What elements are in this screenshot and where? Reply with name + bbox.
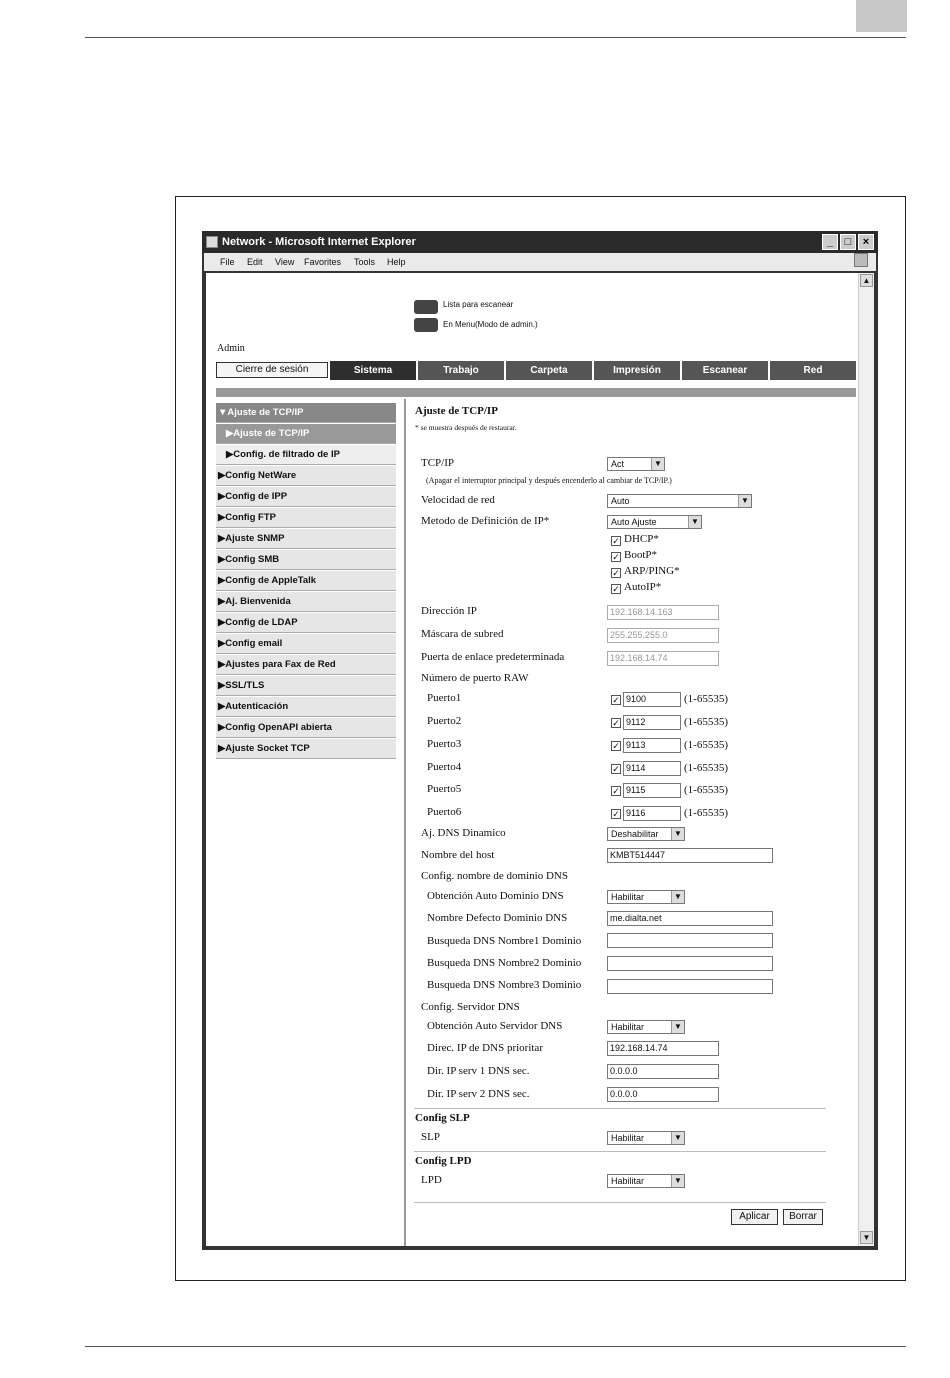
lpd-select[interactable] [607,1174,685,1188]
tab-escanear[interactable]: Escanear [682,361,770,380]
default-domain-field[interactable]: me.dialta.net [607,911,773,926]
menu-edit[interactable]: Edit [247,257,263,267]
section-divider [414,1202,826,1203]
menu-file[interactable]: File [220,257,235,267]
sidebar-divider [404,399,406,1246]
title-bar [202,231,878,253]
sidebar-item-ftp[interactable]: ▶Config FTP [216,508,396,529]
dns-domain-section-label: Config. nombre de dominio DNS [421,870,568,882]
printer-ready-icon [414,300,438,314]
default-domain-label: Nombre Defecto Dominio DNS [427,912,568,924]
page-tab-marker [856,0,907,32]
sidebar-item-openapi[interactable]: ▶Config OpenAPI abierta [216,718,396,739]
port5-field[interactable]: 9115 [623,783,681,798]
sidebar-item-autenticacion[interactable]: ▶Autenticación [216,697,396,718]
tab-red[interactable]: Red [770,361,856,380]
chevron-down-icon: ▼ [738,495,751,507]
tab-sistema[interactable]: Sistema [330,361,418,380]
browser-window [202,231,878,1250]
port1-label: Puerto1 [427,692,462,704]
bootp-checkbox[interactable]: ✓ [612,552,620,562]
sidebar-item-ldap[interactable]: ▶Config de LDAP [216,613,396,634]
sidebar-item-ssl-tls[interactable]: ▶SSL/TLS [216,676,396,697]
logout-button[interactable]: Cierre de sesión [216,362,328,378]
slp-label: SLP [421,1131,440,1143]
lpd-label: LPD [421,1174,442,1186]
tab-trabajo[interactable]: Trabajo [418,361,506,380]
port6-range: (1-65535) [684,807,728,819]
dns-priority-label: Direc. IP de DNS prioritar [427,1042,543,1054]
ddns-label: Aj. DNS Dinamico [421,827,506,839]
ip-address-label: Dirección IP [421,605,477,617]
arp-ping-label: ARP/PING* [624,565,680,577]
sidebar-item-smb[interactable]: ▶Config SMB [216,550,396,571]
ip-method-select[interactable] [607,515,702,529]
ie-icon [206,236,218,248]
header-divider-bar [216,388,856,397]
port5-checkbox[interactable]: ✓ [612,786,620,796]
port2-checkbox[interactable]: ✓ [612,718,620,728]
dns-search3-label: Busqueda DNS Nombre3 Dominio [427,979,582,991]
port1-checkbox[interactable]: ✓ [612,695,620,705]
dns-search1-label: Busqueda DNS Nombre1 Dominio [427,935,582,947]
lpd-section-title: Config LPD [415,1155,472,1167]
section-divider [414,1108,826,1109]
tcpip-select[interactable] [607,457,665,471]
port3-label: Puerto3 [427,738,462,750]
sidebar-item-ipp[interactable]: ▶Config de IPP [216,487,396,508]
gateway-label: Puerta de enlace predeterminada [421,651,565,663]
port6-label: Puerto6 [427,806,462,818]
sidebar-item-snmp[interactable]: ▶Ajuste SNMP [216,529,396,550]
chevron-down-icon: ▼ [651,458,664,470]
sidebar-item-tcpip-group[interactable]: ▼Ajuste de TCP/IP [216,403,396,424]
port4-field[interactable]: 9114 [623,761,681,776]
sidebar-item-netware[interactable]: ▶Config NetWare [216,466,396,487]
sidebar-item-appletalk[interactable]: ▶Config de AppleTalk [216,571,396,592]
slp-select-value: Habilitar [611,1133,645,1143]
sidebar-item-ip-filter[interactable]: ▶Config. de filtrado de IP [216,445,396,466]
windows-logo-icon [854,253,868,267]
port6-checkbox[interactable]: ✓ [612,809,620,819]
slp-select[interactable] [607,1131,685,1145]
speed-select-value: Auto [611,496,630,506]
apply-button[interactable]: Aplicar [731,1209,778,1225]
close-button[interactable]: × [858,234,874,250]
tab-impresion[interactable]: Impresión [594,361,682,380]
port2-field[interactable]: 9112 [623,715,681,730]
sidebar-item-email[interactable]: ▶Config email [216,634,396,655]
maximize-button[interactable]: □ [840,234,856,250]
chevron-down-icon: ▼ [671,1175,684,1187]
subnet-mask-label: Máscara de subred [421,628,504,640]
chevron-down-icon: ▼ [688,516,701,528]
dns-server-section-label: Config. Servidor DNS [421,1001,520,1013]
status-ready: Lista para escanear [443,300,514,309]
page-client-area [206,273,874,1246]
port3-checkbox[interactable]: ✓ [612,741,620,751]
page-top-rule [85,37,906,38]
port4-range: (1-65535) [684,762,728,774]
chevron-down-icon: ▼ [671,828,684,840]
user-label: Admin [217,343,245,354]
dns-search1-field[interactable] [607,933,773,948]
dns-secondary2-field[interactable]: 0.0.0.0 [607,1087,719,1102]
dhcp-checkbox[interactable]: ✓ [612,536,620,546]
menu-help[interactable]: Help [387,257,406,267]
dns-priority-field[interactable]: 192.168.14.74 [607,1041,719,1056]
scroll-down-icon[interactable]: ▼ [860,1231,873,1244]
port5-label: Puerto5 [427,783,462,795]
menu-tools[interactable]: Tools [354,257,376,267]
dns-secondary1-field[interactable]: 0.0.0.0 [607,1064,719,1079]
port3-range: (1-65535) [684,739,728,751]
chevron-down-icon: ▼ [671,1132,684,1144]
bootp-label: BootP* [624,549,658,561]
port1-range: (1-65535) [684,693,728,705]
sidebar-item-fax-red[interactable]: ▶Ajustes para Fax de Red [216,655,396,676]
window-title: Network - Microsoft Internet Explorer [222,236,416,248]
arp-ping-checkbox[interactable]: ✓ [612,568,620,578]
port4-checkbox[interactable]: ✓ [612,764,620,774]
scroll-up-icon[interactable]: ▲ [860,274,873,287]
port1-field[interactable]: 9100 [623,692,681,707]
tcpip-note: (Apagar el interruptor principal y después encenderlo al cambiar de TCP/IP.) [426,476,672,485]
dns-search3-field[interactable] [607,979,773,994]
chevron-down-icon: ▼ [671,1021,684,1033]
auto-server-select[interactable] [607,1020,685,1034]
port5-range: (1-65535) [684,784,728,796]
sidebar [216,403,396,760]
vertical-scrollbar[interactable] [858,273,874,1246]
ddns-select[interactable] [607,827,685,841]
page-bottom-rule [85,1346,906,1347]
menu-favorites[interactable]: Favorites [304,257,342,267]
hostname-label: Nombre del host [421,849,495,861]
dns-secondary2-label: Dir. IP serv 2 DNS sec. [427,1088,530,1100]
autoip-checkbox[interactable]: ✓ [612,584,620,594]
dns-secondary1-label: Dir. IP serv 1 DNS sec. [427,1065,530,1077]
dhcp-label: DHCP* [624,533,659,545]
page-title: Ajuste de TCP/IP [415,405,498,417]
ddns-select-value: Deshabilitar [611,829,659,839]
tcpip-label: TCP/IP [421,457,455,469]
subnet-mask-field[interactable]: 255.255.255.0 [607,628,719,643]
ip-method-label: Metodo de Definición de IP* [421,515,550,527]
status-admin-mode: En Menu(Modo de admin.) [443,320,538,329]
auto-server-label: Obtención Auto Servidor DNS [427,1020,563,1032]
gateway-field[interactable]: 192.168.14.74 [607,651,719,666]
menu-view[interactable]: View [275,257,295,267]
sidebar-item-bienvenida[interactable]: ▶Aj. Bienvenida [216,592,396,613]
slp-section-title: Config SLP [415,1112,470,1124]
speed-label: Velocidad de red [421,494,495,506]
ip-address-field[interactable]: 192.168.14.163 [607,605,719,620]
menu-bar [204,253,876,271]
minimize-button[interactable]: _ [822,234,838,250]
hostname-field[interactable]: KMBT514447 [607,848,773,863]
auto-server-select-value: Habilitar [611,1022,645,1032]
auto-domain-select[interactable] [607,890,685,904]
port2-label: Puerto2 [427,715,462,727]
raw-port-label: Número de puerto RAW [421,672,529,684]
tcpip-select-value: Act [611,459,625,469]
section-divider [414,1151,826,1152]
sidebar-item-tcpip[interactable]: ▶Ajuste de TCP/IP [216,424,396,445]
auto-domain-select-value: Habilitar [611,892,645,902]
autoip-label: AutoIP* [624,581,662,593]
chevron-down-icon: ▼ [671,891,684,903]
dns-search2-field[interactable] [607,956,773,971]
port2-range: (1-65535) [684,716,728,728]
lpd-select-value: Habilitar [611,1176,645,1186]
tab-carpeta[interactable]: Carpeta [506,361,594,380]
restore-note: * se muestra después de restaurar. [415,423,517,432]
auto-domain-label: Obtención Auto Dominio DNS [427,890,564,902]
port3-field[interactable]: 9113 [623,738,681,753]
dns-search2-label: Busqueda DNS Nombre2 Dominio [427,957,582,969]
sidebar-item-socket-tcp[interactable]: ▶Ajuste Socket TCP [216,739,396,760]
port6-field[interactable]: 9116 [623,806,681,821]
ip-method-select-value: Auto Ajuste [611,517,657,527]
printer-admin-icon [414,318,438,332]
speed-select[interactable] [607,494,752,508]
port4-label: Puerto4 [427,761,462,773]
clear-button[interactable]: Borrar [783,1209,823,1225]
